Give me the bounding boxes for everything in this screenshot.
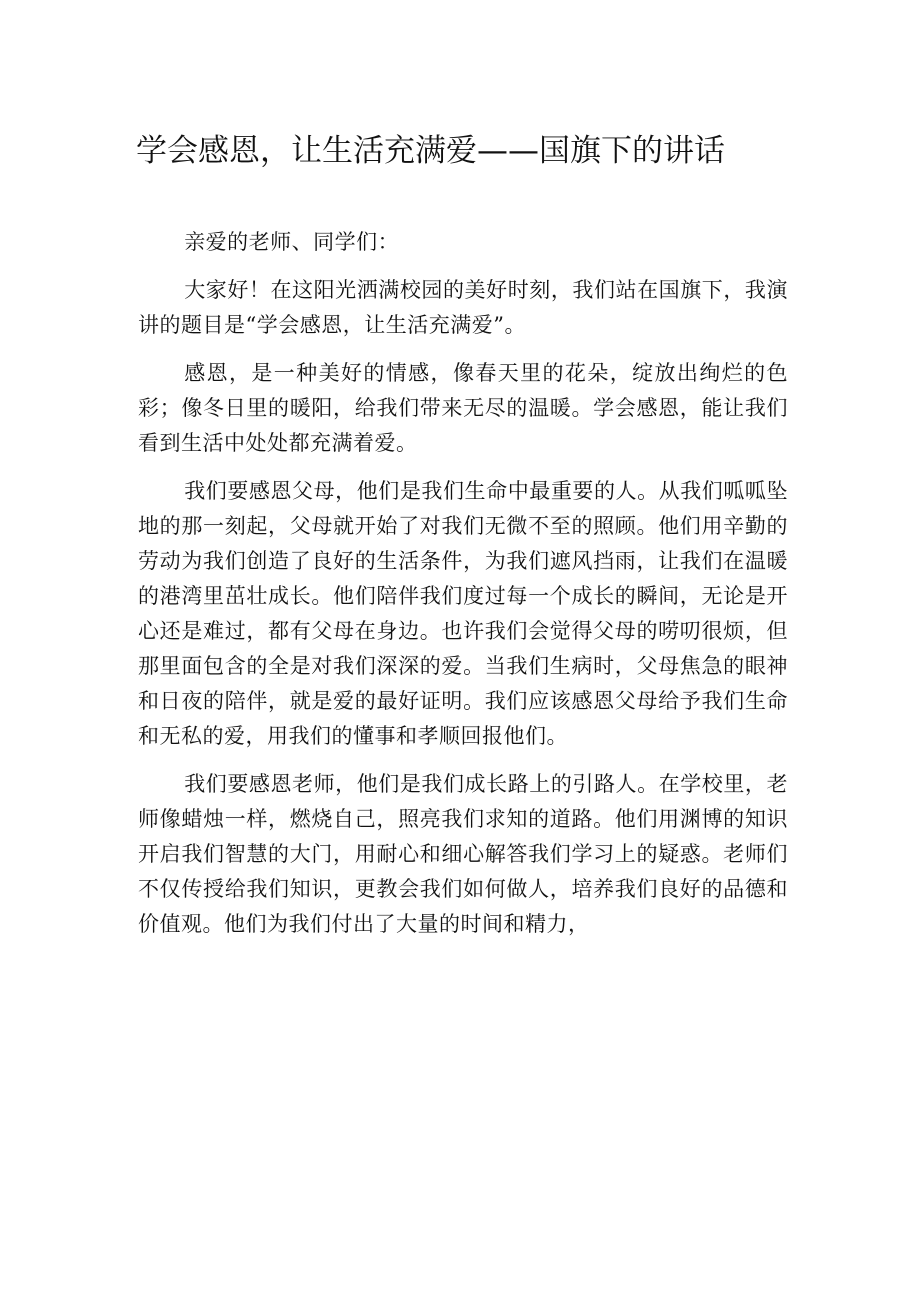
gratitude-definition-paragraph: 感恩，是一种美好的情感，像春天里的花朵，绽放出绚烂的色彩；像冬日里的暖阳，给我们带来无尽的温暖。学会感恩，能让我们看到生活中处处都充满着爱。 (138, 361, 788, 455)
document-body (138, 225, 788, 955)
document-title: 学会感恩，让生活充满爱——国旗下的讲话 (136, 133, 725, 169)
salutation-paragraph: 亲爱的老师、同学们： (184, 230, 400, 254)
thank-parents-paragraph: 我们要感恩父母，他们是我们生命中最重要的人。从我们呱呱坠地的那一刻起，父母就开始了对我们无微不至的照顾。他们用辛勤的劳动为我们创造了良好的生活条件，为我们遮风挡雨，让我们在温暖的港湾里茁壮成长。他们陪伴我们度过每一个成长的瞬间，无论是开心还是难过，都有父母在身边。也许我们会觉得父母的唠叨很烦，但那里面包含的全是对我们深深的爱。当我们生病时，父母焦急的眼神和日夜的陪伴，就是爱的最好证明。我们应该感恩父母给予我们生命和无私的爱，用我们的懂事和孝顺回报他们。 (138, 479, 788, 748)
thank-teachers-paragraph: 我们要感恩老师，他们是我们成长路上的引路人。在学校里，老师像蜡烛一样，燃烧自己，照亮我们求知的道路。他们用渊博的知识开启我们智慧的大门，用耐心和细心解答我们学习上的疑惑。老师们不仅传授给我们知识，更教会我们如何做人，培养我们良好的品德和价值观。他们为我们付出了大量的时间和精力， (138, 772, 788, 936)
opening-paragraph: 大家好！在这阳光洒满校园的美好时刻，我们站在国旗下，我演讲的题目是“学会感恩，让生活充满爱”。 (138, 278, 788, 337)
